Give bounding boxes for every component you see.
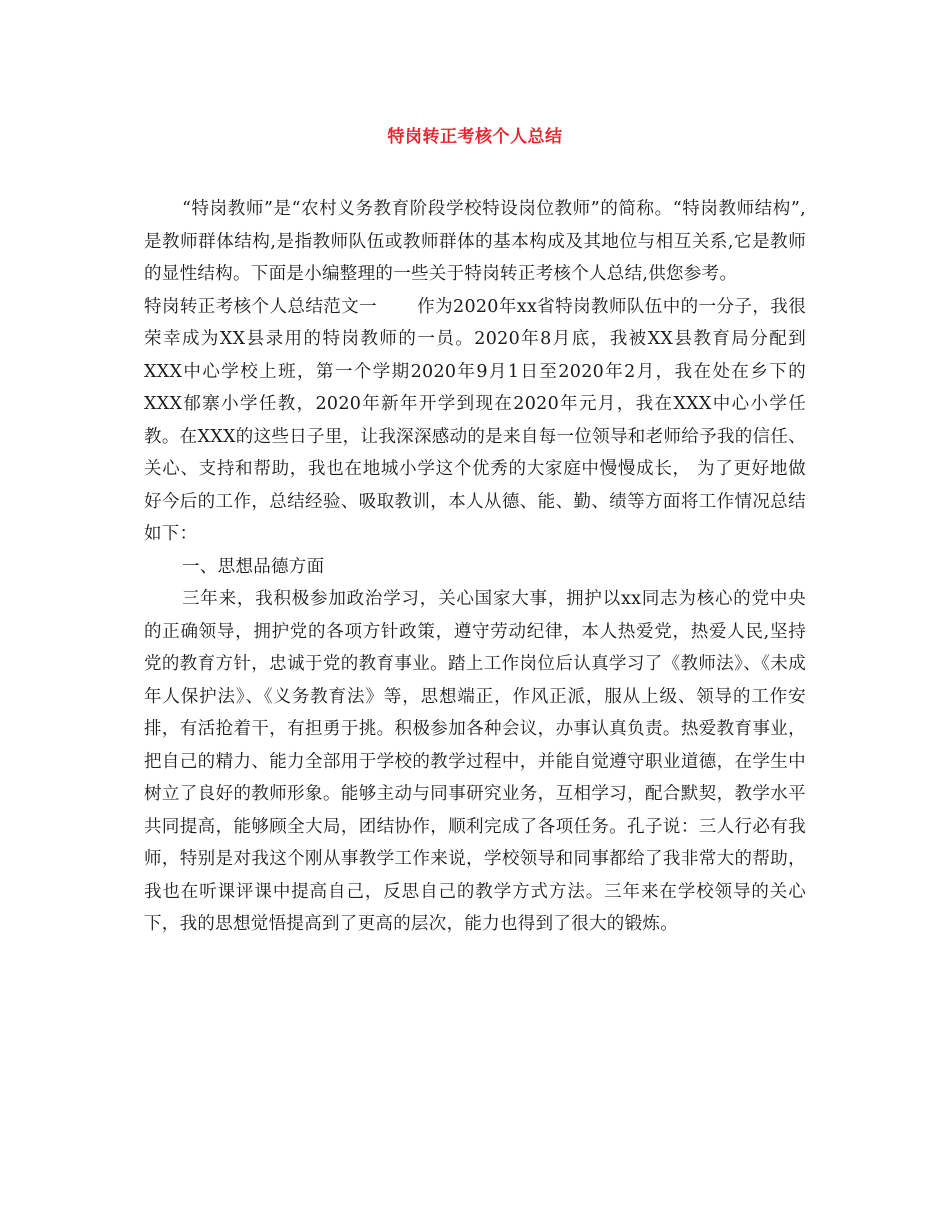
section-one-heading: 一、思想品德方面 xyxy=(182,556,325,577)
example-first-text: 作为2020年xx省特岗教师队伍中的一分子，我很荣幸成为XX县录用的特岗教师的一员。2020年8月底，我被XX县教育局分配到XXX中心学校上班，第一个学期2020年9月1日至2020年2月，我在处在乡下的XXX郁寨小学任教，2020年新年开学到现在2020年元月，我在XXX中心小学任教。在XXX的这些日子里，让我深深感动的是来自每一位领导和老师给予我的信任、关心、支持和帮助，我也在地城小学这个优秀的大家庭中慢慢成长， 为了更好地做好今后的工作，总结经验、吸取教训，本人从德、能、勤、绩等方面将工作情况总结如下： xyxy=(144,296,806,544)
document-body xyxy=(144,193,806,941)
example-paragraph xyxy=(144,291,806,551)
section-one-paragraph: 三年来，我积极参加政治学习，关心国家大事，拥护以xx同志为核心的党中央的正确领导，拥护党的各项方针政策，遵守劳动纪律，本人热爱党，热爱人民,坚持党的教育方针，忠诚于党的教育事业。踏上工作岗位后认真学习了《教师法》、《未成年人保护法》、《义务教育法》等，思想端正，作风正派，服从上级、领导的工作安排，有活抢着干，有担勇于挑。积极参加各种会议，办事认真负责。热爱教育事业，把自己的精力、能力全部用于学校的教学过程中，并能自觉遵守职业道德，在学生中树立了良好的教师形象。能够主动与同事研究业务，互相学习，配合默契，教学水平共同提高，能够顾全大局，团结协作，顺利完成了各项任务。孔子说：三人行必有我师，特别是对我这个刚从事教学工作来说，学校领导和同事都给了我非常大的帮助，我也在听课评课中提高自己，反思自己的教学方式方法。三年来在学校领导的关心下，我的思想觉悟提高到了更高的层次，能力也得到了很大的锻炼。 xyxy=(144,589,806,934)
intro-paragraph: “特岗教师”是“农村义务教育阶段学校特设岗位教师”的简称。“特岗教师结构”,是教师群体结构,是指教师队伍或教师群体的基本构成及其地位与相互关系,它是教师的显性结构。下面是小编整理的一些关于特岗转正考核个人总结,供您参考。 xyxy=(144,199,806,284)
example-heading: 特岗转正考核个人总结范文一 xyxy=(144,296,378,317)
document-title: 特岗转正考核个人总结 xyxy=(387,127,563,147)
